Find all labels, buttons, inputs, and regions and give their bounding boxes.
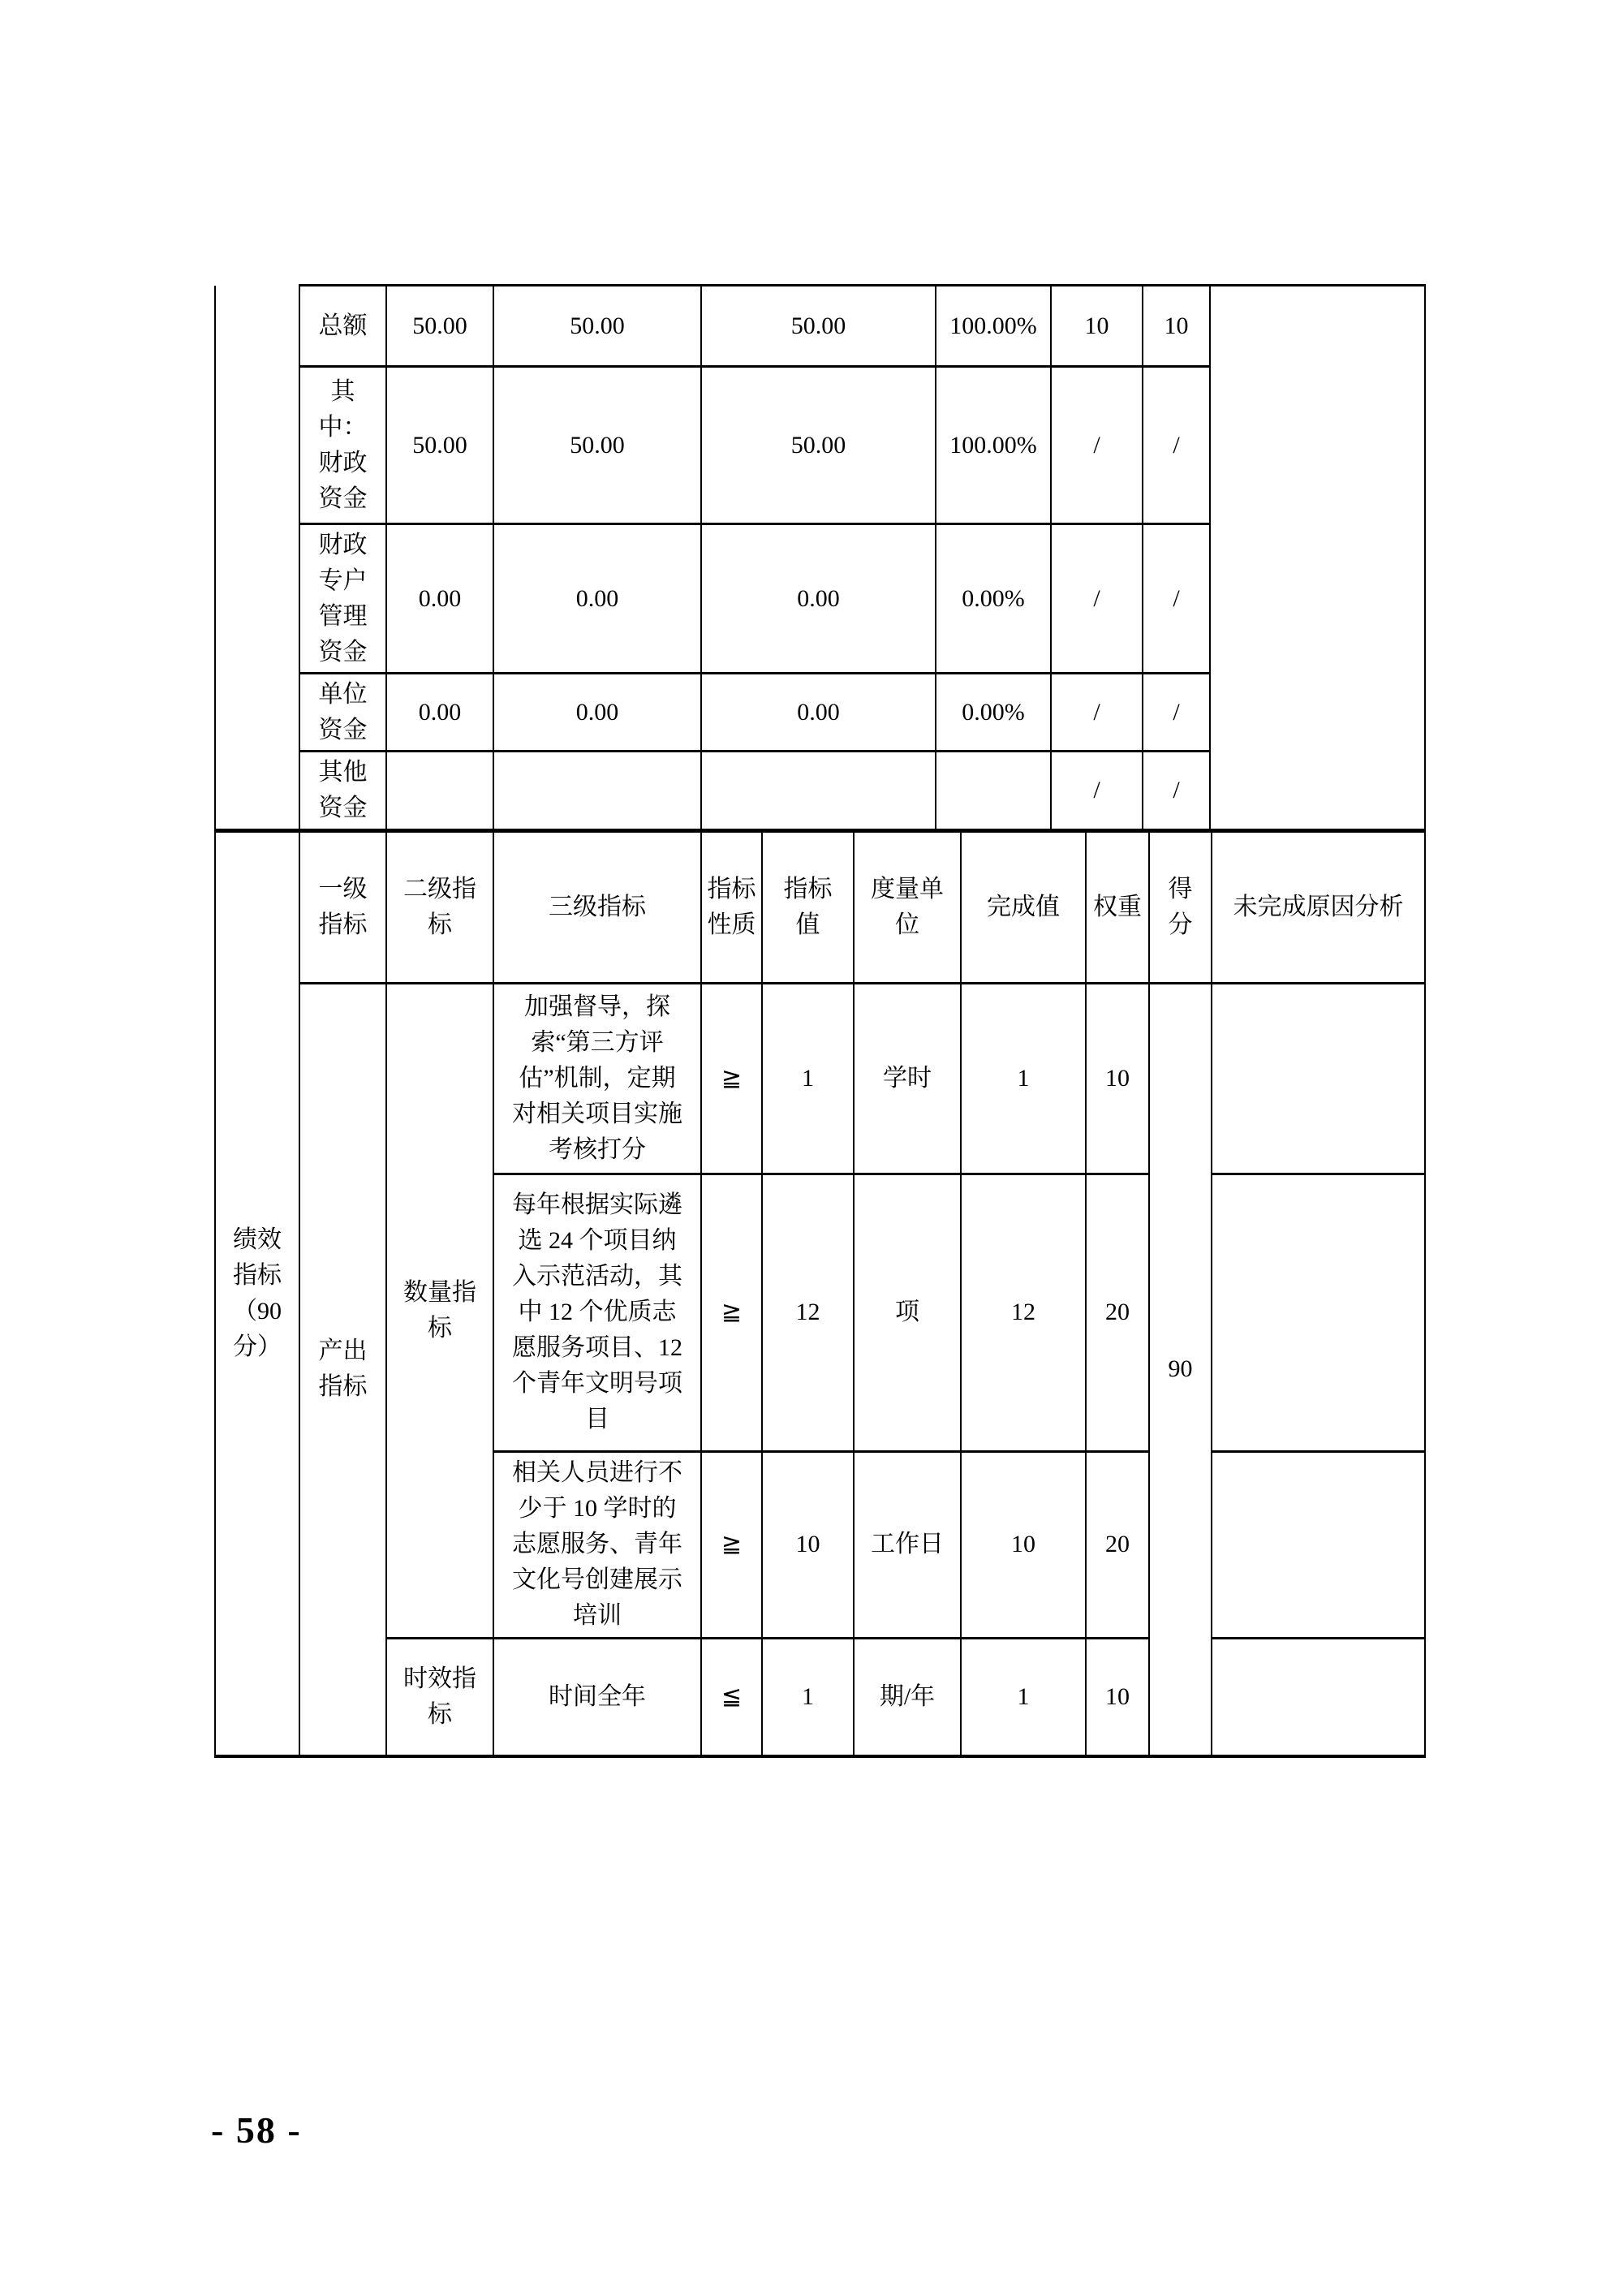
completed-value: 10 (961, 1451, 1086, 1638)
weight-value: / (1051, 674, 1143, 752)
unit-value: 工作日 (854, 1451, 961, 1638)
weight-value: 20 (1086, 1451, 1149, 1638)
header-weight: 权重 (1086, 830, 1149, 983)
funding-label: 总额 (299, 286, 386, 367)
weight-value: / (1051, 524, 1143, 674)
header-target: 指标值 (762, 830, 854, 983)
weight-value: / (1051, 367, 1143, 524)
budget-value: 0.00 (386, 524, 493, 674)
reason-cell (1212, 1451, 1425, 1638)
indicator-header-row (215, 830, 1425, 983)
header-completed: 完成值 (961, 830, 1086, 983)
reason-cell (1212, 983, 1425, 1174)
completed-value: 1 (961, 1638, 1086, 1756)
indicator-row-timeliness (215, 1638, 1425, 1756)
rate-value (936, 752, 1051, 829)
rate-value: 100.00% (936, 286, 1051, 367)
weight-value: 20 (1086, 1174, 1149, 1451)
indicator-text: 加强督导，探索“第三方评估”机制，定期对相关项目实施考核打分 (493, 983, 701, 1174)
budget-value (386, 752, 493, 829)
indicator-text: 每年根据实际遴选 24 个项目纳入示范活动，其中 12 个优质志愿服务项目、12 个青年文明号项目 (493, 1174, 701, 1451)
adjusted-value: 0.00 (493, 674, 701, 752)
rate-value: 0.00% (936, 524, 1051, 674)
target-value: 1 (762, 1638, 854, 1756)
nature-value: ≧ (701, 1174, 762, 1451)
score-value: 10 (1143, 286, 1210, 367)
page-number: - 58 - (211, 2109, 302, 2151)
unit-value: 学时 (854, 983, 961, 1174)
adjusted-value (493, 752, 701, 829)
indicator-text: 时间全年 (493, 1638, 701, 1756)
indicator-text: 相关人员进行不少于 10 学时的志愿服务、青年文化号创建展示培训 (493, 1451, 701, 1638)
actual-value: 0.00 (701, 674, 936, 752)
weight-value: / (1051, 752, 1143, 829)
level3-quantity-cell: 数量指标 (386, 983, 493, 1638)
header-unit: 度量单位 (854, 830, 961, 983)
score-value: / (1143, 524, 1210, 674)
budget-value: 0.00 (386, 674, 493, 752)
header-level2: 二级指标 (386, 830, 493, 983)
continued-stub-cell (215, 286, 299, 829)
actual-value (701, 752, 936, 829)
header-reason: 未完成原因分析 (1212, 830, 1425, 983)
funding-row-total (215, 286, 1425, 367)
reason-cell (1212, 1174, 1425, 1451)
adjusted-value: 50.00 (493, 286, 701, 367)
funding-label: 其中：财政资金 (299, 367, 386, 524)
header-score: 得分 (1149, 830, 1212, 983)
adjusted-value: 50.00 (493, 367, 701, 524)
adjusted-value: 0.00 (493, 524, 701, 674)
completed-value: 12 (961, 1174, 1086, 1451)
weight-value: 10 (1086, 983, 1149, 1174)
budget-performance-table (214, 284, 1426, 1758)
indicator-table (214, 829, 1426, 1759)
completed-value: 1 (961, 983, 1086, 1174)
header-nature: 指标性质 (701, 830, 762, 983)
reason-cell (1212, 1638, 1425, 1756)
score-value: / (1143, 752, 1210, 829)
funding-table (214, 284, 1426, 829)
nature-value: ≦ (701, 1638, 762, 1756)
budget-value: 50.00 (386, 286, 493, 367)
actual-value: 0.00 (701, 524, 936, 674)
actual-value: 50.00 (701, 367, 936, 524)
score-value: / (1143, 367, 1210, 524)
target-value: 12 (762, 1174, 854, 1451)
indicator-row-supervision (215, 983, 1425, 1174)
level3-timeliness-cell: 时效指标 (386, 1638, 493, 1756)
total-score-cell: 90 (1149, 983, 1212, 1756)
unit-value: 期/年 (854, 1638, 961, 1756)
target-value: 1 (762, 983, 854, 1174)
score-value: / (1143, 674, 1210, 752)
actual-value: 50.00 (701, 286, 936, 367)
nature-value: ≧ (701, 983, 762, 1174)
budget-value: 50.00 (386, 367, 493, 524)
rate-value: 100.00% (936, 367, 1051, 524)
nature-value: ≧ (701, 1451, 762, 1638)
unit-value: 项 (854, 1174, 961, 1451)
rate-value: 0.00% (936, 674, 1051, 752)
weight-value: 10 (1086, 1638, 1149, 1756)
funding-label: 其他资金 (299, 752, 386, 829)
header-level1: 一级指标 (299, 830, 386, 983)
weight-value: 10 (1051, 286, 1143, 367)
target-value: 10 (762, 1451, 854, 1638)
level2-output-cell: 产出指标 (299, 983, 386, 1756)
level1-indicator-cell: 绩效指标（90 分） (215, 830, 299, 1756)
funding-label: 单位资金 (299, 674, 386, 752)
funding-label: 财政专户管理资金 (299, 524, 386, 674)
reason-blank-cell (1210, 286, 1425, 829)
header-level3: 三级指标 (493, 830, 701, 983)
